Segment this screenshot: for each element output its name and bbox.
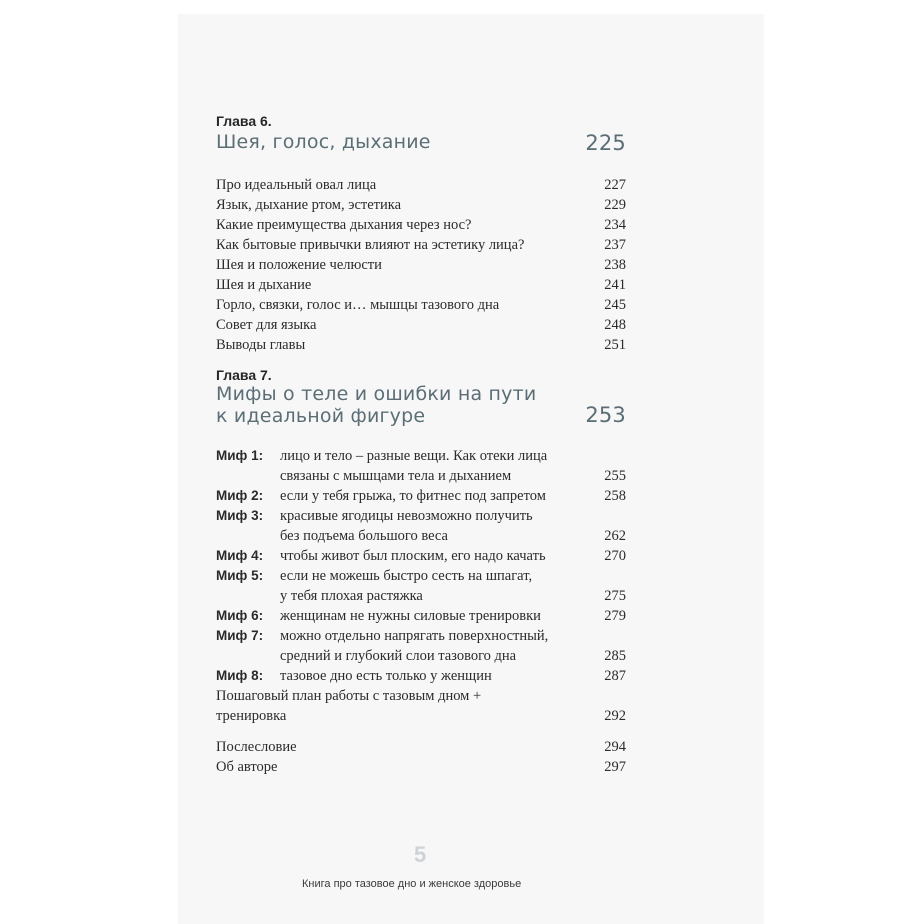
toc-entry: Какие преимущества дыхания через нос? 234 <box>216 217 626 233</box>
toc-entry-cont: тренировка 292 <box>216 708 626 724</box>
toc-entry: Шея и положение челюсти 238 <box>216 257 626 273</box>
myth-entry: Миф 4: чтобы живот был плоским, его надо качать 270 <box>216 548 626 564</box>
myth-entry: Миф 2: если у тебя грыжа, то фитнес под запретом 258 <box>216 488 626 504</box>
toc-entry: Про идеальный овал лица 227 <box>216 177 626 193</box>
toc-entry: Как бытовые привычки влияют на эстетику лица? 237 <box>216 237 626 253</box>
myth-entry: Миф 7: можно отдельно напрягать поверхностный, <box>216 628 549 644</box>
toc-entry: Пошаговый план работы с тазовым дном + <box>216 688 482 704</box>
page-number: 5 <box>414 842 427 867</box>
chapter-7-page: 253 <box>585 403 626 427</box>
myth-entry: Миф 3: красивые ягодицы невозможно получить <box>216 508 533 524</box>
toc-entry: Шея и дыхание 241 <box>216 277 626 293</box>
myth-entry: Миф 6: женщинам не нужны силовые тренировки 279 <box>216 608 626 624</box>
chapter-6-label: Глава 6. <box>216 113 272 129</box>
myth-entry-cont: без подъема большого веса 262 <box>280 528 626 544</box>
toc-entry: Об авторе 297 <box>216 759 626 775</box>
toc-entry: Язык, дыхание ртом, эстетика 229 <box>216 197 626 213</box>
toc-entry: Совет для языка 248 <box>216 317 626 333</box>
chapter-7-title-line2: к идеальной фигуре <box>216 405 426 427</box>
toc-entry: Выводы главы 251 <box>216 337 626 353</box>
toc-entry: Послесловие 294 <box>216 739 626 755</box>
chapter-6-page: 225 <box>585 131 626 155</box>
running-footer: Книга про тазовое дно и женское здоровье <box>302 878 522 890</box>
chapter-7-title-line1: Мифы о теле и ошибки на пути <box>216 383 537 405</box>
myth-entry: Миф 1: лицо и тело – разные вещи. Как отеки лица <box>216 448 548 464</box>
toc-entry: Горло, связки, голос и… мышцы тазового дна 245 <box>216 297 626 313</box>
myth-entry-cont: у тебя плохая растяжка 275 <box>280 588 626 604</box>
myth-entry-cont: связаны с мышцами тела и дыханием 255 <box>280 468 626 484</box>
chapter-6-title: Шея, голос, дыхание <box>216 131 431 153</box>
myth-entry-cont: средний и глубокий слои тазового дна 285 <box>280 648 626 664</box>
myth-entry: Миф 5: если не можешь быстро сесть на шпагат, <box>216 568 533 584</box>
myth-entry: Миф 8: тазовое дно есть только у женщин 287 <box>216 668 626 684</box>
chapter-7-label: Глава 7. <box>216 367 272 383</box>
